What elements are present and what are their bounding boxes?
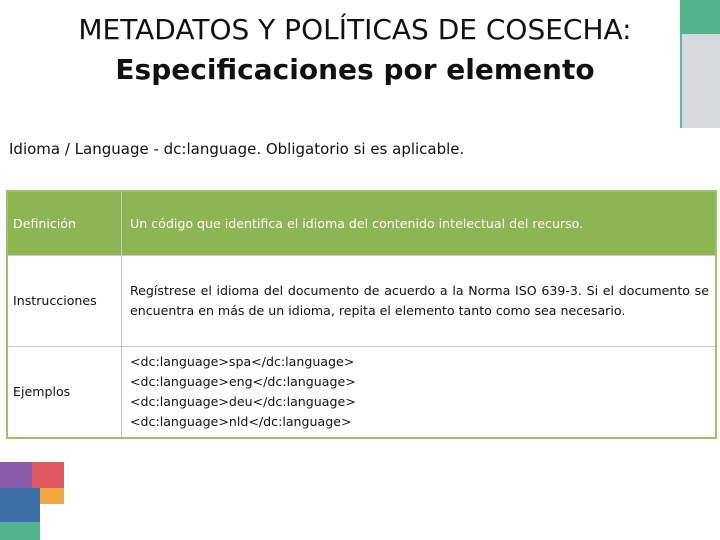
element-heading: Idioma / Language - dc:language. Obligatorio si es aplicable. [9, 140, 465, 158]
teal-line [680, 34, 682, 128]
examples-cell [122, 347, 717, 439]
spec-table [6, 190, 717, 439]
grey-bar [680, 34, 720, 128]
row-value: Un código que identifica el idioma del contenido intelectual del recurso. [122, 191, 717, 256]
title-line-2: Especificaciones por elemento [115, 53, 595, 86]
example-line: <dc:language>nld</dc:language> [130, 414, 352, 429]
table-row [7, 347, 716, 439]
corner-decoration-top [680, 0, 720, 128]
table-row [7, 191, 716, 256]
example-line: <dc:language>deu</dc:language> [130, 394, 356, 409]
purple-block [0, 462, 32, 488]
blue-block [0, 488, 40, 522]
example-line: <dc:language>spa</dc:language> [130, 354, 355, 369]
green-block-bottom [0, 522, 40, 540]
title-line-1: METADATOS Y POLÍTICAS DE COSECHA: [78, 13, 632, 46]
orange-block [40, 488, 64, 504]
row-value: Regístrese el idioma del documento de acuerdo a la Norma ISO 639-3. Si el documento se encuentra en más de un idioma, repita el elemento tanto como sea necesario. [122, 256, 717, 347]
row-label: Definición [7, 191, 122, 256]
example-line: <dc:language>eng</dc:language> [130, 374, 356, 389]
row-label: Ejemplos [7, 347, 122, 439]
row-label: Instrucciones [7, 256, 122, 347]
green-block [680, 0, 720, 34]
slide-title [40, 10, 670, 90]
table-row [7, 256, 716, 347]
red-block [32, 462, 64, 488]
corner-decoration-bottom [0, 462, 64, 540]
